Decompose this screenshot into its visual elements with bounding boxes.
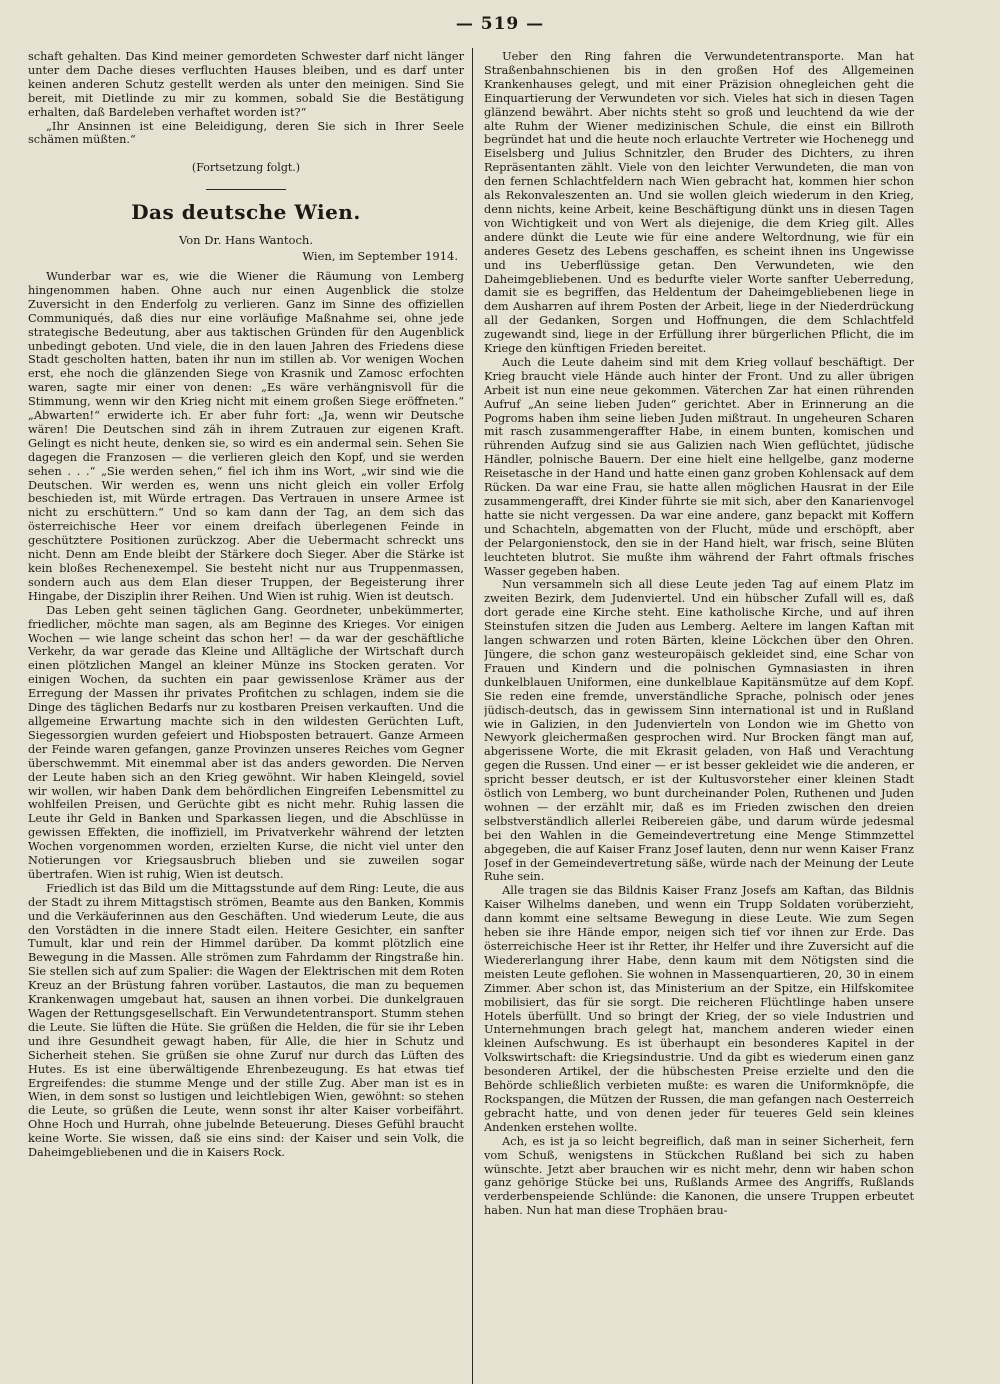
article-paragraph: Auch die Leute daheim sind mit dem Krieg vollauf beschäftigt. Der Krieg braucht viele Hände auch hinter der Front. Und zu aller übrigen Arbeit ist nun eine neue gekommen. Väterchen Zar hat einen rührenden Aufruf „An seine lieben Juden“ gerichtet. Aber in Erinnerung an die Pogroms haben ihm seine lieben Juden mißtraut. In ungeheuren Scharen mit rasch zusammengeraffter Habe, in einem bunten, komischen und rührenden Aufzug sind sie aus Galizien nach Wien geflüchtet, jüdische Händler, polnische Bauern. Der eine hielt eine hellgelbe, ganz moderne Reisetasche in der Hand und hatte einen ganz groben Kohlensack auf dem Rücken. Da war eine Frau, sie hatte allen möglichen Hausrat in der Eile zusammengerafft, drei Kinder führte sie mit sich, aber den Kanarienvogel hatte sie nicht vergessen. Da war eine andere, ganz bepackt mit Koffern und Schachteln, abgematten von der Flucht, müde und erschöpft, aber der Pelargonienstock, den sie in der Hand hielt, war frisch, seine Blüten leuchteten blutrot. Sie mußte ihm während der Fahrt oftmals frisches Wasser gegeben haben. <box>484 355 914 578</box>
article-dateline: Wien, im September 1914. <box>302 249 458 264</box>
left-column <box>28 50 464 1384</box>
page-number: — 519 — <box>455 14 545 34</box>
article-byline: Von Dr. Hans Wantoch. <box>179 233 313 248</box>
article-paragraph: Ach, es ist ja so leicht begreiflich, daß man in seiner Sicherheit, fern vom Schuß, wenigstens in Stückchen Rußland bei sich zu haben wünschte. Jetzt aber brauchen wir es nicht mehr, denn wir haben schon ganz gehörige Stücke bei uns, Rußlands Armee des Angriffs, Rußlands verderbenspeiende Schlünde: die Kanonen, die unsere Truppen erbeutet haben. Nun hat man diese Trophäen brau- <box>484 1134 914 1218</box>
right-column <box>484 50 914 1384</box>
continuation-note: (Fortsetzung folgt.) <box>191 161 301 175</box>
article-paragraph: Nun versammeln sich all diese Leute jeden Tag auf einem Platz im zweiten Bezirk, dem Judenviertel. Und ein hübscher Zufall will es, daß dort gerade eine Kirche steht. Eine katholische Kirche, und auf ihren Steinstufen sitzen die Juden aus Lemberg. Aeltere im langen Kaftan mit langen schwarzen und roten Bärten, kleine Löckchen über den Ohren. Jüngere, die schon ganz westeuropäisch gekleidet sind, eine Schar von Frauen und Kindern und die polnischen Gymnasiasten in ihren dunkelblauen Uniformen, eine dunkelblaue Kapitänsmütze auf dem Kopf. Sie reden eine fremde, unverständliche Sprache, polnisch oder jenes jüdisch-deutsch, das in gewissem Sinn international ist und in Rußland wie in Galizien, in den Judenvierteln von London wie im Ghetto von Newyork gleichermaßen gesprochen wird. Nur Brocken fängt man auf, abgerissene Worte, die mit Ekrasit geladen, von Haß und Verachtung gegen die Russen. Und einer — er ist besser gekleidet wie die anderen, er spricht besser deutsch, er ist der Kultusvorsteher einer kleinen Stadt östlich von Lemberg, wo bunt durcheinander Polen, Ruthenen und Juden wohnen — der erzählt mir, daß es im Frieden zwischen den dreien selbstverständlich allerlei Reibereien gäbe, und darum würde jedesmal bei den Wahlen in die Gemeindevertretung eine Menge Stimmzettel abgegeben, die auf Kaiser Franz Josef lauten, denn nur wenn Kaiser Franz Josef in der Gemeindevertretung säße, würde nach der Meinung der Leute Ruhe sein. <box>484 578 914 884</box>
article-paragraph: Ueber den Ring fahren die Verwundetentransporte. Man hat Straßenbahnschienen bis in den großen Hof des Allgemeinen Krankenhauses gelegt, und mit einer Präzision ohnegleichen geht die Einquartierung der Verwundeten vor sich. Vieles hat sich in diesen Tagen glänzend bewährt. Aber nichts steht so groß und leuchtend da wie der alte Ruhm der Wiener medizinischen Schule, die einst ein Billroth begründet hat und die heute noch erlauchte Vertreter wie Hochenegg und Eiselsberg und Julius Schnitzler, den Bruder des Dichters, zu ihren Repräsentanten zählt. Viele von den leichter Verwundeten, die man von den fernen Schlachtfeldern nach Wien gebracht hat, kommen hier schon als Rekonvaleszenten an. Und sie wollen gleich wiederum in den Krieg, denn nichts, keine Arbeit, keine Beschäftigung dünkt uns in diesen Tagen von Wichtigkeit und von Wert als diejenige, die dem Krieg gilt. Alles andere dünkt die Leute wie für eine andere Weltordnung, wie für ein anderes Gesetz des Lebens geschaffen, es scheint ihnen ins Ungewisse und ins Ueberflüssige getan. Den Verwundeten, wie den Daheimgebliebenen. Und es bedurfte vieler Worte sanfter Ueberredung, damit sie es begriffen, das Heldentum der Daheimgebliebenen liege in dem Ausharren auf ihrem Posten der Arbeit, liege in der Niederdrückung all der Gedanken, Sorgen und Hoffnungen, die dem Schlachtfeld zugewandt sind, liege in der Erfüllung ihrer bürgerlichen Pflicht, die im Kriege den künftigen Frieden bereitet. <box>484 50 914 356</box>
article-paragraph: Friedlich ist das Bild um die Mittagsstunde auf dem Ring: Leute, die aus der Stadt zu ihrem Mittagstisch strömen, Beamte aus den Banken, Kommis und die Verkäuferinnen aus den Geschäften. Und wiederum Leute, die aus den Vorstädten in die innere Stadt eilen. Heitere Gesichter, ein sanfter Tumult, klar und rein der Himmel darüber. Da kommt plötzlich eine Bewegung in die Massen. Alle strömen zum Fahrdamm der Ringstraße hin. Sie stellen sich auf zum Spalier: die Wagen der Elektrischen mit dem Roten Kreuz an der Brüstung fahren vorüber. Lastautos, die man zu bequemen Krankenwagen umgebaut hat, sausen an ihnen vorbei. Die dunkelgrauen Wagen der Rettungsgesellschaft. Ein Verwundetentransport. Stumm stehen die Leute. Sie lüften die Hüte. Sie grüßen die Helden, die für sie ihr Leben und ihre Gesundheit gewagt haben, für Alle, die hier in Schutz und Sicherheit stehen. Sie grüßen sie ohne Zuruf nur durch das Lüften des Hutes. Es ist eine überwältigende Ehrenbezeugung. Es hat etwas tief Ergreifendes: die stumme Menge und der stille Zug. Aber man ist es in Wien, in dem sonst so lustigen und leichtlebigen Wien, gewöhnt: so stehen die Leute, so grüßen die Leute, wenn sonst ihr alter Kaiser vorbeifährt. Ohne Hoch und Hurrah, ohne jubelnde Beteuerung. Dieses Gefühl braucht keine Worte. Sie wissen, daß sie eins sind: der Kaiser und sein Volk, die Daheimgebliebenen und die in Kaisers Rock. <box>28 881 464 1160</box>
article-paragraph: Das Leben geht seinen täglichen Gang. Geordneter, unbekümmerter, friedlicher, möchte man sagen, als am Beginne des Krieges. Vor einigen Wochen — wie lange scheint das schon her! — da war der geschäftliche Verkehr, da war gerade das Kleine und Alltägliche der Wirtschaft durch einen plötzlichen Mangel an kleiner Münze ins Stocken geraten. Vor einigen Wochen, da suchten ein paar gewissenlose Krämer aus der Erregung der Massen ihr privates Profitchen zu schlagen, indem sie die Dinge des täglichen Bedarfs nur zu kostbaren Preisen verkauften. Und die allgemeine Erwartung machte sich in den wildesten Gerüchten Luft, Siegessorgien wurden gefeiert und Hiobsposten betrauert. Ganze Armeen der Feinde waren gefangen, ganze Provinzen unseres Reiches vom Gegner überschwemmt. Mit einemmal aber ist das anders geworden. Die Nerven der Leute haben sich an den Krieg gewöhnt. Wir haben Kleingeld, soviel wir wollen, wir haben Dank dem behördlichen Eingreifen Lebensmittel zu wohlfeilen Preisen, und Gerüchte gibt es nicht mehr. Ruhig lassen die Leute ihr Geld in Banken und Sparkassen liegen, und die Abschlüsse in gewissen Effekten, die inoffiziell, im Privatverkehr während der letzten Wochen vorgenommen worden, erzielten Kurse, die nicht viel unter den Notierungen vor Kriegsausbruch blieben und sie zuweilen sogar übertrafen. Wien ist ruhig, Wien ist deutsch. <box>28 603 464 881</box>
article-paragraph: Alle tragen sie das Bildnis Kaiser Franz Josefs am Kaftan, das Bildnis Kaiser Wilhelms daneben, und wenn ein Trupp Soldaten vorüberzieht, dann kommt eine seltsame Bewegung in diese Leute. Wie zum Segen heben sie ihre Hände empor, neigen sich tief vor ihnen zur Erde. Das österreichische Heer ist ihr Retter, ihr Helfer und ihre Zuversicht auf die Wiedererlangung ihrer Habe, denn kaum mit dem Nötigsten sind die meisten Leute geflohen. Sie wohnen in Massenquartieren, 20, 30 in einem Zimmer. Aber schon ist, das Ministerium an der Spitze, ein Hilfskomitee mobilisiert, das für sie sorgt. Die reicheren Flüchtlinge haben unsere Hotels überfüllt. Und so bringt der Krieg, der so viele Industrien und Unternehmungen brach gelegt hat, manchem anderen wieder einen kleinen Aufschwung. Es ist überhaupt ein besonderes Kapitel in der Volkswirtschaft: die Kriegsindustrie. Und da gibt es wiederum einen ganz besonderen Artikel, der die hübschesten Preise erzielte und den die Behörde schließlich verbieten mußte: es waren die Uniformknöpfe, die Rockspangen, die Mützen der Russen, die man gefangen nach Oesterreich gebracht hatte, und von denen jeder für teueres Geld sein kleines Andenken erstehen wollte. <box>484 884 914 1134</box>
column-divider <box>472 48 473 1384</box>
section-separator <box>206 189 286 190</box>
article-title: Das deutsche Wien. <box>131 200 361 225</box>
article-paragraph: Wunderbar war es, wie die Wiener die Räumung von Lemberg hingenommen haben. Ohne auch nur einen Augenblick die stolze Zuversicht in den Enderfolg zu verlieren. Ganz im Sinne des offiziellen Communiqués, daß dies nur eine vorläufige Maßnahme sei, ohne jede strategische Bedeutung, aber aus taktischen Gründen für den Augenblick unbedingt geboten. Und viele, die in den lauen Jahren des Friedens diese Stadt gescholten hatten, baten ihr nun im stillen ab. Vor wenigen Wochen erst, ehe noch die glänzenden Siege von Krasnik und Zamosc erfochten waren, sagte mir einer von denen: „Es wäre verhängnisvoll für die Stimmung, wenn wir den Krieg nicht mit einem großen Siege eröffneten.“ „Abwarten!“ erwiderte ich. Er aber fuhr fort: „Ja, wenn wir Deutsche wären! Die Deutschen sind zäh in ihrem Zutrauen zur eigenen Kraft. Gelingt es nicht heute, denken sie, so wird es ein andermal sein. Sehen Sie dagegen die Franzosen — die verlieren gleich den Kopf, und sie werden sehen . . .“ „Sie werden sehen,“ fiel ich ihm ins Wort, „wir sind wie die Deutschen. Wir werden es, wenn uns nicht gleich ein voller Erfolg beschieden ist, mit Würde ertragen. Das Vertrauen in unsere Armee ist nicht zu erschüttern.“ Und so kam dann der Tag, an dem sich das österreichische Heer vor einem dreifach überlegenen Feinde in geschütztere Positionen zurückzog. Aber die Uebermacht schreckt uns nicht. Denn am Ende bleibt der Stärkere doch Sieger. Aber die Stärke ist kein bloßes Rechenexempel. Sie besteht nicht nur aus Truppenmassen, sondern auch aus dem Elan dieser Truppen, der Begeisterung ihrer Hingabe, der Disziplin ihrer Reihen. Und Wien ist ruhig. Wien ist deutsch. <box>28 269 464 603</box>
story-continuation-text: „Ihr Ansinnen ist eine Beleidigung, deren Sie sich in Ihrer Seele schämen müßten.“ <box>28 119 464 147</box>
story-continuation-text: schaft gehalten. Das Kind meiner gemordeten Schwester darf nicht länger unter dem Dache dieses verfluchten Hauses bleiben, und es darf unter keinen anderen Schutz gestellt werden als unter den meinigen. Sind Sie bereit, mit Dietlinde zu mir zu kommen, sobald Sie die Bestätigung erhalten, daß Bardeleben verhaftet worden ist?“ <box>28 50 464 119</box>
